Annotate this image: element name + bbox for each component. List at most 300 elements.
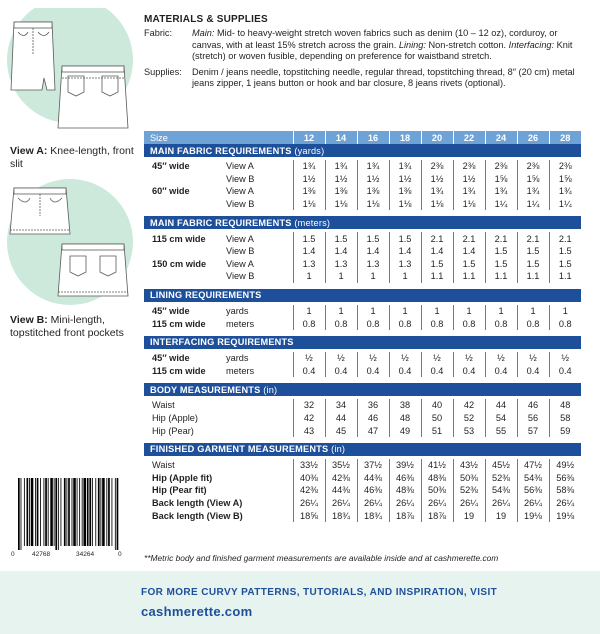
size-header-cell: 18 (389, 131, 421, 144)
fabric-interfacing-text: Knit (stretch) or woven fusible, depending on preference for waistband stretch. (192, 39, 573, 62)
barcode-group-2: 34264 (76, 551, 95, 558)
value-cell: ½ (453, 352, 485, 365)
section-header (144, 383, 581, 396)
value-cell: 1½ (357, 173, 389, 186)
supplies-row (144, 67, 588, 90)
value-cell: 42⅜ (293, 484, 325, 497)
fabric-main-label: Main: (192, 28, 215, 39)
value-cell: 47½ (517, 459, 549, 472)
barcode-bar (61, 478, 62, 546)
value-cell: 1 (453, 305, 485, 318)
data-row (144, 160, 581, 173)
size-header-cell: 12 (293, 131, 325, 144)
barcode-bar (29, 478, 30, 546)
section-header (144, 289, 581, 302)
value-cell: 26¼ (517, 497, 549, 510)
value-cell: 26¼ (357, 497, 389, 510)
value-cell: 1⅜ (357, 185, 389, 198)
row-sublabel: yards (226, 353, 249, 364)
barcode-bar (102, 478, 105, 546)
value-cell: 42 (453, 399, 485, 412)
value-cell: 52 (453, 412, 485, 425)
value-cell: 44 (325, 412, 357, 425)
data-row (144, 365, 581, 378)
value-cell: 58 (549, 412, 581, 425)
value-cell: 48 (389, 412, 421, 425)
data-row (144, 258, 581, 271)
barcode-group-1: 42768 (32, 551, 51, 558)
section-unit: (meters) (294, 217, 331, 228)
value-cell: 1.5 (517, 258, 549, 271)
value-cell: 1.3 (389, 258, 421, 271)
row-label: 115 cm wide (152, 233, 206, 244)
data-row (144, 459, 581, 472)
value-cell: 50⅜ (421, 484, 453, 497)
value-cell: 52⅜ (453, 484, 485, 497)
section-header (144, 216, 581, 229)
row-label (144, 245, 224, 258)
barcode-bar (40, 478, 41, 546)
data-row (144, 185, 581, 198)
value-cell: 0.8 (389, 317, 421, 330)
value-cell: 18¾ (357, 509, 389, 522)
barcode (10, 476, 126, 558)
barcode-bar (106, 478, 107, 546)
data-row (144, 497, 581, 510)
barcode-bar (95, 478, 96, 546)
value-cell: 0.8 (517, 317, 549, 330)
value-cell: 1.4 (325, 245, 357, 258)
section-unit: (yards) (294, 145, 325, 156)
value-cell: 0.4 (325, 365, 357, 378)
value-cell: 40⅜ (293, 472, 325, 485)
value-cell: 1.1 (453, 270, 485, 283)
value-cell: 50 (421, 412, 453, 425)
value-cell: 1.4 (389, 245, 421, 258)
value-cell: 39½ (389, 459, 421, 472)
value-cell: 1 (357, 305, 389, 318)
size-header-cell: 26 (517, 131, 549, 144)
value-cell: 54⅜ (485, 484, 517, 497)
barcode-bar (72, 478, 73, 546)
size-header-row (144, 131, 581, 144)
data-row (144, 173, 581, 186)
barcode-bar (37, 478, 39, 546)
section-unit: (in) (263, 384, 278, 395)
value-cell: 40 (421, 399, 453, 412)
fabric-label: Fabric: (144, 28, 173, 39)
value-cell: 1⅜ (325, 185, 357, 198)
value-cell: ½ (325, 352, 357, 365)
barcode-bar (31, 478, 34, 546)
value-cell: 2⅜ (421, 160, 453, 173)
value-cell: 1¼ (517, 198, 549, 211)
barcode-bar (112, 478, 113, 546)
data-row (144, 198, 581, 211)
value-cell: 0.4 (517, 365, 549, 378)
section-header (144, 336, 581, 349)
value-cell: 1 (421, 305, 453, 318)
row-label: 115 cm wide (152, 365, 206, 376)
value-cell: 1¾ (325, 160, 357, 173)
value-cell: 45 (325, 424, 357, 437)
value-cell: 1 (357, 270, 389, 283)
section-header (144, 144, 581, 157)
value-cell: 50⅜ (453, 472, 485, 485)
barcode-bar (82, 478, 83, 546)
size-header-cell: 16 (357, 131, 389, 144)
value-cell: 0.8 (325, 317, 357, 330)
value-cell: ½ (517, 352, 549, 365)
row-sublabel: View B (226, 271, 255, 282)
row-label: 45″ wide (152, 353, 190, 364)
value-cell: 1⅛ (357, 198, 389, 211)
barcode-bar (66, 478, 67, 546)
row-label (144, 270, 224, 283)
value-cell: 0.8 (453, 317, 485, 330)
value-cell: 1⅛ (453, 198, 485, 211)
barcode-bar (55, 478, 57, 550)
value-cell: 1½ (325, 173, 357, 186)
size-header-cell: 14 (325, 131, 357, 144)
value-cell: 59 (549, 424, 581, 437)
value-cell: 43½ (453, 459, 485, 472)
barcode-bar (89, 478, 91, 546)
data-row (144, 305, 581, 318)
value-cell: 1⅝ (517, 173, 549, 186)
row-sublabel: meters (226, 318, 255, 329)
row-label: 45″ wide (152, 161, 190, 172)
value-cell: 26¼ (325, 497, 357, 510)
value-cell: 1¾ (517, 185, 549, 198)
value-cell: 0.4 (485, 365, 517, 378)
value-cell: 1 (485, 305, 517, 318)
barcode-bar (27, 478, 29, 546)
section-title-cell (144, 443, 581, 456)
barcode-bar (83, 478, 86, 546)
section-title: BODY MEASUREMENTS (150, 384, 261, 395)
value-cell: 1 (325, 270, 357, 283)
value-cell: 26¼ (453, 497, 485, 510)
value-cell: 1.5 (357, 232, 389, 245)
value-cell: 19 (485, 509, 517, 522)
value-cell: 1.4 (357, 245, 389, 258)
value-cell: ½ (293, 352, 325, 365)
row-sublabel: View B (226, 199, 255, 210)
value-cell: 1¼ (549, 198, 581, 211)
value-cell: 1.5 (421, 258, 453, 271)
barcode-bar (24, 478, 25, 546)
value-cell: 18¾ (325, 509, 357, 522)
value-cell: 1.5 (517, 245, 549, 258)
value-cell: 1.5 (549, 258, 581, 271)
barcode-bar (73, 478, 76, 546)
value-cell: 2.1 (421, 232, 453, 245)
value-cell: 1.5 (549, 245, 581, 258)
barcode-bar (100, 478, 101, 546)
section-title: LINING REQUIREMENTS (150, 290, 262, 301)
value-cell: 46⅜ (357, 484, 389, 497)
barcode-bar (64, 478, 66, 546)
section-title-cell (144, 144, 581, 157)
value-cell: 1.4 (421, 245, 453, 258)
barcode-bar (50, 478, 53, 546)
value-cell: 1.1 (517, 270, 549, 283)
value-cell: 1 (325, 305, 357, 318)
value-cell: 44⅜ (357, 472, 389, 485)
barcode-bar (115, 478, 116, 550)
value-cell: 1.5 (453, 258, 485, 271)
value-cell: 48⅜ (389, 484, 421, 497)
data-row (144, 317, 581, 330)
value-cell: 19⅛ (517, 509, 549, 522)
value-cell: 1.5 (325, 232, 357, 245)
row-label (144, 173, 224, 186)
barcode-bar (77, 478, 78, 546)
value-cell: 0.4 (357, 365, 389, 378)
value-cell: 2⅜ (485, 160, 517, 173)
fabric-text (192, 28, 588, 62)
value-cell: 1.4 (453, 245, 485, 258)
data-row (144, 270, 581, 283)
value-cell: 1¾ (389, 160, 421, 173)
value-cell: 1½ (389, 173, 421, 186)
value-cell: 56⅜ (517, 484, 549, 497)
value-cell: 34 (325, 399, 357, 412)
value-cell: 0.8 (357, 317, 389, 330)
view-b-label (10, 314, 140, 340)
barcode-bar (18, 478, 20, 550)
value-cell: 41½ (421, 459, 453, 472)
barcode-bar (58, 478, 59, 550)
value-cell: 38 (389, 399, 421, 412)
value-cell: 26¼ (293, 497, 325, 510)
view-a-desc: Knee-length, front slit (10, 145, 134, 170)
barcode-bar (92, 478, 93, 546)
row-label: 60″ wide (152, 186, 190, 197)
size-header-label: Size (144, 131, 293, 144)
value-cell: 48 (549, 399, 581, 412)
data-row (144, 399, 581, 412)
value-cell: 1.1 (549, 270, 581, 283)
barcode-bar (35, 478, 36, 546)
section-title-cell (144, 289, 581, 302)
footer-banner (0, 571, 600, 634)
value-cell: ½ (357, 352, 389, 365)
fabric-row (144, 28, 588, 62)
row-sublabel: View A (226, 233, 254, 244)
section-title-cell (144, 336, 581, 349)
data-row (144, 472, 581, 485)
value-cell: 2.1 (549, 232, 581, 245)
row-label: Waist (152, 400, 175, 411)
value-cell: 0.4 (293, 365, 325, 378)
supplies-text: Denim / jeans needle, topstitching needle, regular thread, topstitching thread, 8″ (20 cm) metal jeans zipper, 1 jeans button or hook and bar closure, 8 jeans rivets (optional). (192, 66, 575, 89)
size-header-cell: 20 (421, 131, 453, 144)
value-cell: 56 (517, 412, 549, 425)
value-cell: 44⅜ (325, 484, 357, 497)
value-cell: 1½ (453, 173, 485, 186)
section-title: INTERFACING REQUIREMENTS (150, 337, 294, 348)
value-cell: 33½ (293, 459, 325, 472)
value-cell: 1.3 (325, 258, 357, 271)
value-cell: 35½ (325, 459, 357, 472)
value-cell: 0.8 (421, 317, 453, 330)
value-cell: ½ (421, 352, 453, 365)
view-a-label (10, 145, 140, 171)
value-cell: 2.1 (453, 232, 485, 245)
barcode-right-digit: 0 (118, 551, 122, 558)
section-unit: (in) (331, 444, 346, 455)
value-cell: 26¼ (485, 497, 517, 510)
value-cell: 53 (453, 424, 485, 437)
data-row (144, 352, 581, 365)
section-header (144, 443, 581, 456)
value-cell: 1.5 (293, 232, 325, 245)
view-a-illustration (0, 8, 140, 133)
value-cell: 57 (517, 424, 549, 437)
section-title: FINISHED GARMENT MEASUREMENTS (150, 444, 329, 455)
size-header-cell: 24 (485, 131, 517, 144)
value-cell: 1 (293, 305, 325, 318)
value-cell: 1¾ (357, 160, 389, 173)
size-chart-body (144, 131, 581, 522)
value-cell: 46 (357, 412, 389, 425)
value-cell: 45½ (485, 459, 517, 472)
value-cell: 52⅜ (485, 472, 517, 485)
barcode-bar (54, 478, 55, 546)
value-cell: 26¼ (549, 497, 581, 510)
barcode-bar (98, 478, 100, 546)
value-cell: 32 (293, 399, 325, 412)
view-b-desc: Mini-length, topstitched front pockets (10, 314, 124, 339)
barcode-bar (45, 478, 47, 546)
value-cell: 1⅜ (389, 185, 421, 198)
barcode-bar (21, 478, 22, 550)
section-title-cell (144, 383, 581, 396)
value-cell: 1½ (421, 173, 453, 186)
row-label: 115 cm wide (152, 318, 206, 329)
data-row (144, 424, 581, 437)
value-cell: 49 (389, 424, 421, 437)
value-cell: 18⅞ (421, 509, 453, 522)
fabric-main-text: Mid- to heavy-weight stretch woven fabrics such as denim (10 – 12 oz), corduroy, or canvas, with at least 15% stretch across the grain. (192, 28, 558, 50)
value-cell: 1⅜ (293, 185, 325, 198)
size-chart (144, 131, 581, 522)
row-label: Hip (Pear) (152, 425, 194, 436)
value-cell: 1¾ (453, 185, 485, 198)
footnote: **Metric body and finished garment measurements are available inside and at cashmerette.com (144, 553, 499, 563)
value-cell: 54⅜ (517, 472, 549, 485)
row-label (144, 198, 224, 211)
value-cell: 54 (485, 412, 517, 425)
section-title-cell (144, 216, 581, 229)
value-cell: 1¼ (485, 198, 517, 211)
value-cell: 1.5 (389, 232, 421, 245)
value-cell: 1¾ (485, 185, 517, 198)
row-label: Back length (View A) (152, 497, 243, 508)
value-cell: 0.8 (293, 317, 325, 330)
barcode-bar (44, 478, 45, 546)
materials-heading: MATERIALS & SUPPLIES (144, 14, 268, 25)
row-sublabel: meters (226, 365, 255, 376)
value-cell: 1.4 (293, 245, 325, 258)
section-title: MAIN FABRIC REQUIREMENTS (150, 145, 292, 156)
view-b-illustration (0, 178, 140, 306)
fabric-interfacing-label: Interfacing: (508, 39, 555, 50)
value-cell: 58⅜ (549, 484, 581, 497)
value-cell: 0.8 (485, 317, 517, 330)
value-cell: 1.5 (485, 245, 517, 258)
value-cell: ½ (389, 352, 421, 365)
value-cell: 2⅜ (453, 160, 485, 173)
value-cell: 0.4 (453, 365, 485, 378)
barcode-bar (48, 478, 49, 546)
value-cell: 46 (517, 399, 549, 412)
size-header-cell: 28 (549, 131, 581, 144)
value-cell: 42 (293, 412, 325, 425)
value-cell: 46⅜ (389, 472, 421, 485)
view-b-title: View B: (10, 314, 48, 326)
view-a-title: View A: (10, 145, 48, 157)
value-cell: 1 (549, 305, 581, 318)
row-sublabel: View A (226, 258, 254, 269)
fabric-lining-text: Non-stretch cotton. (425, 39, 509, 50)
value-cell: 1 (293, 270, 325, 283)
footer-url[interactable]: cashmerette.com (141, 604, 253, 619)
value-cell: 19 (453, 509, 485, 522)
fabric-lining-label: Lining: (398, 39, 426, 50)
value-cell: 18⅞ (389, 509, 421, 522)
value-cell: 26¼ (389, 497, 421, 510)
value-cell: 2.1 (485, 232, 517, 245)
value-cell: 18⅝ (293, 509, 325, 522)
value-cell: 49½ (549, 459, 581, 472)
row-label: Hip (Apple fit) (152, 472, 213, 483)
footer-promo: FOR MORE CURVY PATTERNS, TUTORIALS, AND INSPIRATION, VISIT (141, 587, 498, 598)
value-cell: 47 (357, 424, 389, 437)
barcode-bar (68, 478, 70, 546)
value-cell: 1¾ (421, 185, 453, 198)
barcode-bar (108, 478, 110, 546)
value-cell: 1.1 (485, 270, 517, 283)
data-row (144, 484, 581, 497)
value-cell: 51 (421, 424, 453, 437)
value-cell: 1.5 (485, 258, 517, 271)
value-cell: 1¾ (293, 160, 325, 173)
row-sublabel: View B (226, 173, 255, 184)
row-sublabel: View A (226, 161, 254, 172)
value-cell: 36 (357, 399, 389, 412)
barcode-bar (79, 478, 80, 546)
value-cell: 1.3 (293, 258, 325, 271)
value-cell: 48⅜ (421, 472, 453, 485)
data-row (144, 232, 581, 245)
row-label: 45″ wide (152, 306, 190, 317)
value-cell: 37½ (357, 459, 389, 472)
materials-section (144, 14, 588, 93)
value-cell: 1⅛ (293, 198, 325, 211)
value-cell: 1 (389, 270, 421, 283)
value-cell: 1⅛ (389, 198, 421, 211)
barcode-left-digit: 0 (11, 551, 15, 558)
value-cell: 42⅜ (325, 472, 357, 485)
value-cell: 2⅜ (549, 160, 581, 173)
barcode-bar (87, 478, 89, 546)
value-cell: 2.1 (517, 232, 549, 245)
barcode-bar (117, 478, 119, 550)
value-cell: 1⅛ (325, 198, 357, 211)
